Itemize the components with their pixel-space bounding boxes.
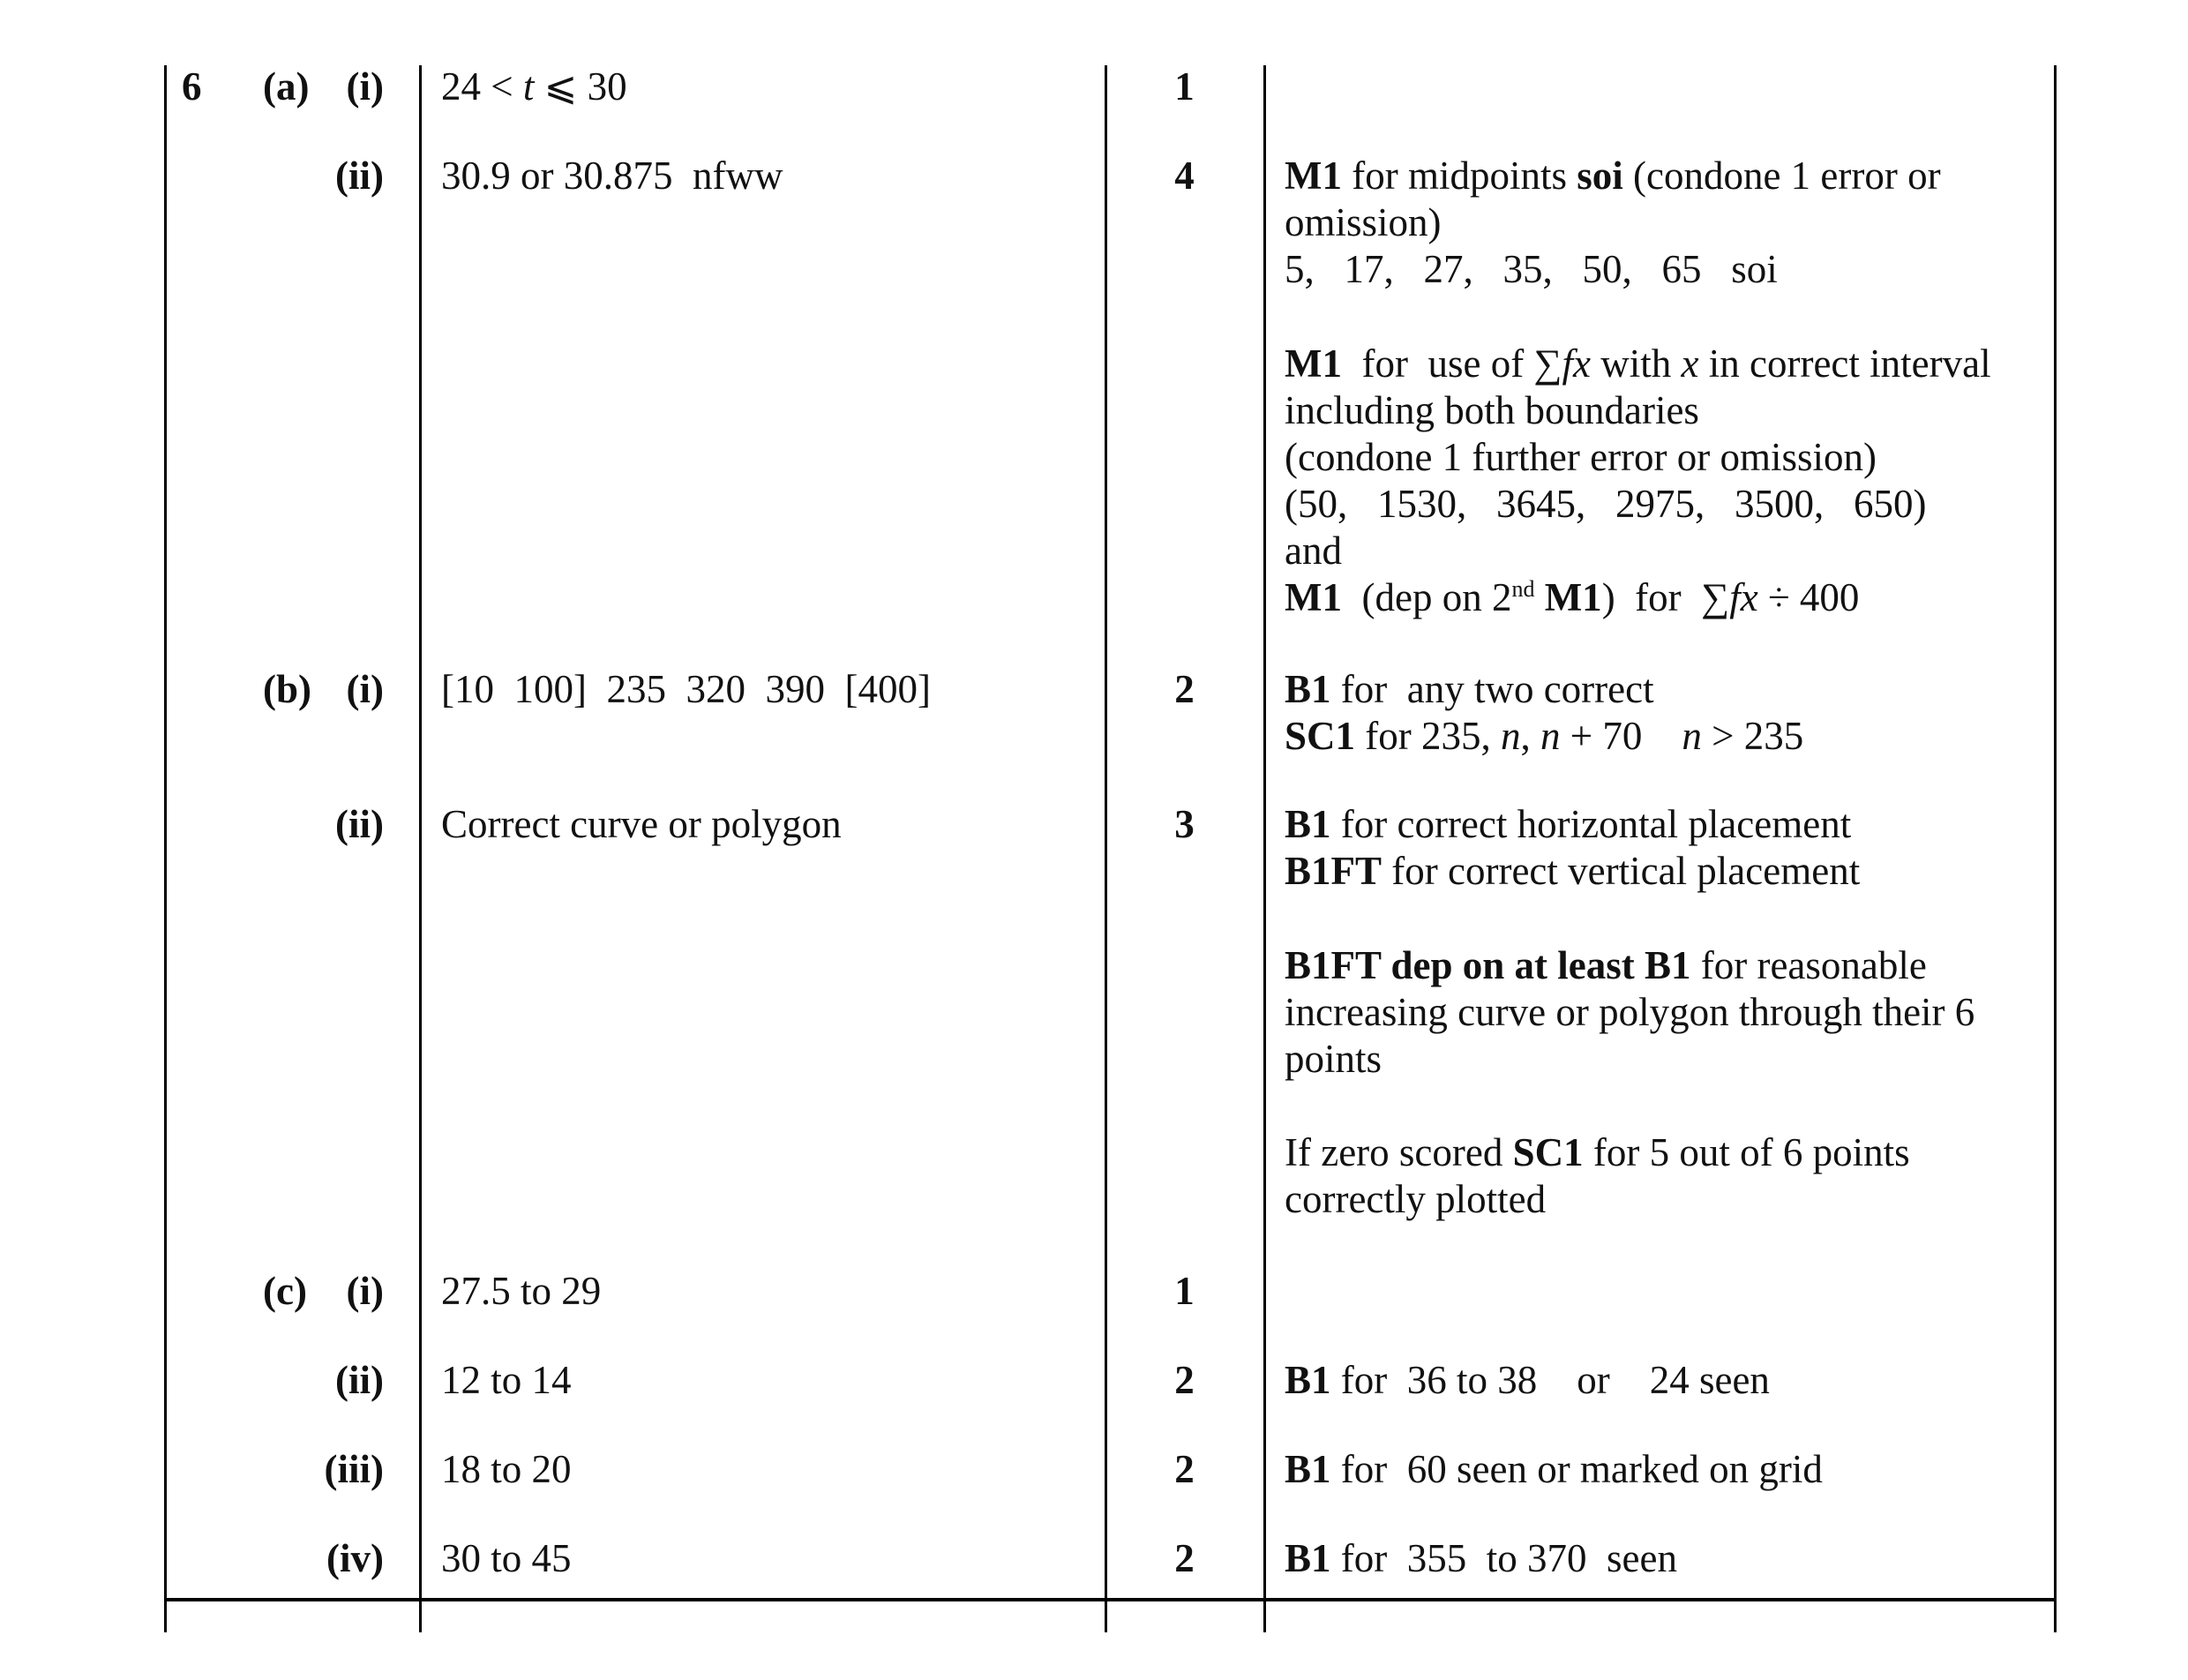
guidance-line: M1 for use of ∑fx with x in correct interval (1285, 341, 1991, 386)
answer-cell: Correct curve or polygon (441, 802, 842, 846)
table-border-left (164, 65, 167, 1632)
table-divider-marks (1263, 65, 1266, 1632)
guidance-line: (condone 1 further error or omission) (1285, 435, 1877, 479)
sub-label: (ii) (335, 802, 384, 846)
table-divider-answer (1105, 65, 1107, 1632)
marks-cell: 2 (1174, 1536, 1195, 1580)
sub-label: (ii) (335, 1358, 384, 1402)
marks-cell: 1 (1174, 1269, 1195, 1313)
marks-cell: 2 (1174, 1358, 1195, 1402)
guidance-line: correctly plotted (1285, 1177, 1547, 1221)
guidance-line: omission) (1285, 200, 1442, 244)
guidance-line: B1 for 355 to 370 seen (1285, 1536, 1677, 1580)
guidance-line: B1 for 36 to 38 or 24 seen (1285, 1358, 1770, 1402)
sub-label: (iv) (326, 1536, 384, 1580)
sub-label: (ii) (335, 154, 384, 198)
marks-cell: 2 (1174, 1447, 1195, 1491)
guidance-line: B1FT dep on at least B1 for reasonable (1285, 943, 1927, 987)
sub-label: (i) (346, 667, 384, 711)
guidance-line: B1 for 60 seen or marked on grid (1285, 1447, 1823, 1491)
table-divider-part (419, 65, 422, 1632)
answer-cell: 12 to 14 (441, 1358, 572, 1402)
part-label-b: (b) (263, 667, 311, 711)
marks-cell: 3 (1174, 802, 1195, 846)
guidance-line: M1 for midpoints soi (condone 1 error or (1285, 154, 1941, 198)
part-label-a: (a) (263, 64, 310, 109)
answer-cell: [10 100] 235 320 390 [400] (441, 667, 931, 711)
marks-cell: 2 (1174, 667, 1195, 711)
guidance-line: 5, 17, 27, 35, 50, 65 soi (1285, 247, 1778, 291)
answer-cell: 18 to 20 (441, 1447, 572, 1491)
marks-cell: 4 (1174, 154, 1195, 198)
guidance-line: If zero scored SC1 for 5 out of 6 points (1285, 1130, 1910, 1174)
guidance-line: increasing curve or polygon through their 6 (1285, 990, 1975, 1034)
guidance-line: and (1285, 529, 1342, 573)
part-label-c: (c) (263, 1269, 307, 1313)
guidance-line: (50, 1530, 3645, 2975, 3500, 650) (1285, 482, 1927, 526)
answer-cell: 30 to 45 (441, 1536, 572, 1580)
question-number: 6 (182, 64, 202, 109)
guidance-line: including both boundaries (1285, 388, 1699, 432)
sub-label: (i) (346, 1269, 384, 1313)
sub-label: (i) (346, 64, 384, 109)
guidance-line: B1 for correct horizontal placement (1285, 802, 1852, 846)
guidance-line: M1 (dep on 2nd M1) for ∑fx ÷ 400 (1285, 575, 1860, 619)
sub-label: (iii) (324, 1447, 384, 1491)
table-border-right (2054, 65, 2057, 1632)
guidance-line: B1 for any two correct (1285, 667, 1654, 711)
table-bottom-rule (164, 1598, 2057, 1601)
answer-cell: 27.5 to 29 (441, 1269, 602, 1313)
marks-cell: 1 (1174, 64, 1195, 109)
answer-cell: 24 < t ⩽ 30 (441, 64, 627, 109)
answer-cell: 30.9 or 30.875 nfww (441, 154, 783, 198)
guidance-line: points (1285, 1037, 1382, 1081)
guidance-line: SC1 for 235, n, n + 70 n > 235 (1285, 714, 1804, 758)
guidance-line: B1FT for correct vertical placement (1285, 849, 1861, 893)
